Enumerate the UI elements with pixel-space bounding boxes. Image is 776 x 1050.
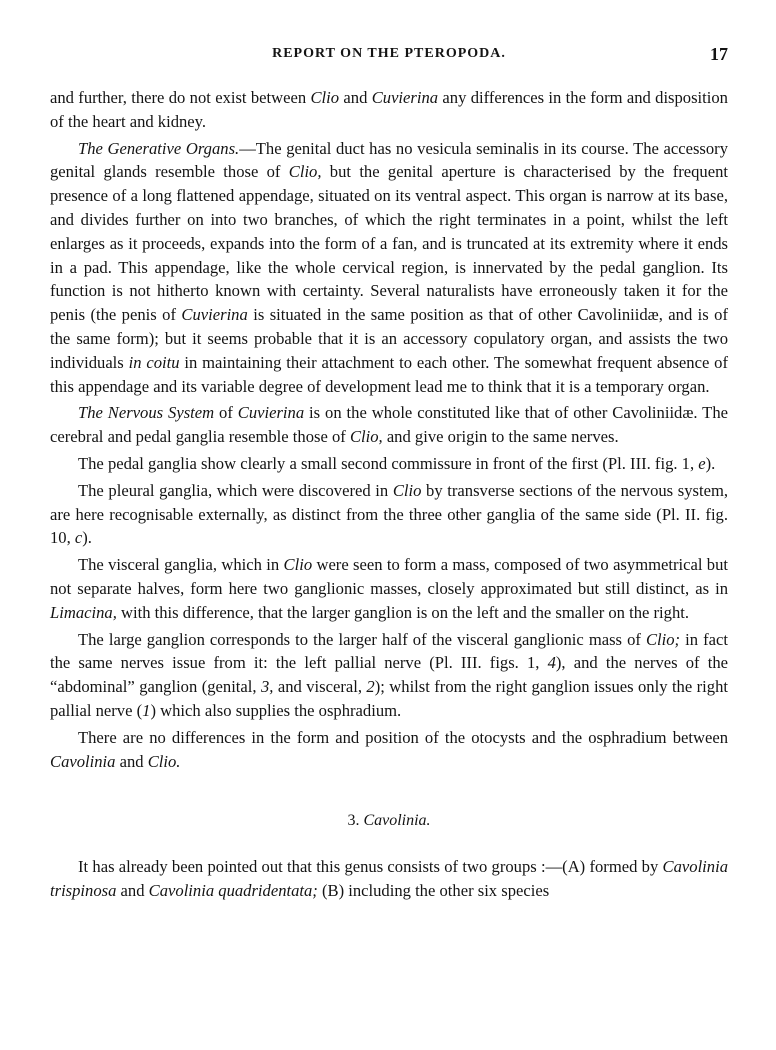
text-run: is on the whole constituted like that of other Cavoliniidæ. The cerebral and pedal ganglia resemble those of [50,403,728,447]
paragraph-generative-organs [50,137,728,399]
italic-run: 2 [366,677,375,697]
italic-run: c [74,528,83,548]
page-number: 17 [710,44,728,64]
italic-run: Cavolinia [50,751,116,771]
text-run: and [339,88,372,107]
italic-run: Limacina, [50,602,117,622]
text-run: ). [82,528,92,548]
paragraph-lead-in: The Nervous System [78,403,215,423]
italic-run: e [698,453,706,473]
text-run: and give origin to the same nerves. [382,427,619,447]
text-run: and further, there do not exist between [50,88,311,107]
text-run: ), and the nerves of the “abdominal” ganglion (genital, [50,653,728,697]
italic-run: Clio [283,555,313,575]
text-run: ); whilst from the right ganglion issues only the right pallial nerve ( [50,677,728,720]
section-title: Cavolinia. [363,812,431,830]
italic-run: Clio; [645,629,681,649]
text-run: and visceral, [273,677,367,697]
italic-run: Cuvierina [237,403,305,423]
italic-run: 3, [260,677,274,697]
text-run: of [214,403,238,423]
page-header [50,46,728,70]
paragraph-visceral-ganglia [50,553,728,624]
text-run: is situated in the same position as that of other Cavoliniidæ, and is of the same form); but it seems probable that it is an accessory copulatory organ, and assists the two individuals [50,305,728,372]
italic-run: Clio, [349,427,383,447]
text-run: but the genital aperture is characterised by the frequent presence of a long flattened appendage, situated on its ventral aspect. This organ is narrow at its base, and divides further on into two branches, of which the right terminates in a point, whilst the left enlarges as it proceeds, expands into the form of a fan, and is truncated at its extremity where it ends in a pad. This appendage, like the whole cervical region, is innervated by the pedal ganglion. Its function is not hitherto known with certainty. Several naturalists have erroneously taken it for the penis (the penis of [50,162,728,325]
text-run: were seen to form a mass, composed of two asymmetrical but not separate halves, form here two ganglionic masses, closely approximated but still distinct, as in [50,555,728,598]
paragraph-pedal-ganglia [50,452,728,476]
text-run: any differences in the form and disposition of the heart and kidney. [50,88,728,131]
text-run: The pedal ganglia show clearly a small second commissure in front of the first (Pl. III. fig. 1, [78,453,699,473]
paragraph-nervous-system [50,401,728,449]
text-run: in maintaining their attachment to each other. The somewhat frequent absence of this appendage and its variable degree of development lead me to think that it is a temporary organ. [50,352,728,396]
text-run: and [115,751,148,771]
paragraph-lead-in: The Generative Organs. [78,138,240,158]
italic-run: Cavolinia quadridentata; [148,880,318,900]
text-run: The visceral ganglia, which in [78,555,284,575]
text-run: and [116,880,149,900]
text-run: —The genital duct has no vesicula seminalis in its course. The accessory genital glands resemble those of [50,138,728,182]
paragraph-large-ganglion [50,628,728,723]
italic-run: Clio [310,88,340,107]
italic-run: in coitu [128,352,180,372]
italic-run: 4 [547,653,556,673]
italic-run: Cavolinia trispinosa [50,857,728,900]
text-run: ). [705,453,716,473]
text-run: It has already been pointed out that this genus consists of two groups :—(A) formed by [78,857,663,877]
italic-run: Cuvierina [181,305,248,325]
paragraph-cavolinia-groups [50,855,728,903]
section-number: 3. [347,812,360,830]
paragraph-heart-kidney [50,86,728,134]
text-run: ) which also supplies the osphradium. [150,700,402,720]
italic-run: Cuvierina [371,88,439,107]
italic-run: Clio, [288,162,322,182]
italic-run: 1 [142,700,151,720]
italic-run: Clio [392,480,422,500]
section-heading [50,809,728,833]
article-body [50,86,728,903]
paragraph-pleural-ganglia [50,479,728,550]
text-run: The pleural ganglia, which were discovered in [78,480,393,500]
text-run: There are no differences in the form and position of the otocysts and the osphradium between [78,727,728,747]
text-run: in fact the same nerves issue from it: the left pallial nerve (Pl. III. figs. 1, [50,629,729,673]
italic-run: Clio. [147,751,181,771]
text-run: The large ganglion corresponds to the larger half of the visceral ganglionic mass of [78,629,646,649]
paragraph-otocysts [50,726,728,774]
running-head: REPORT ON THE PTEROPODA. [272,46,506,61]
text-run: (B) including the other six species [317,880,550,900]
text-run: with this difference, that the larger ganglion is on the left and the smaller on the right. [116,602,690,622]
text-run: by transverse sections of the nervous system, are here recognisable externally, as distinct from the three other ganglia of the same side (Pl. II. fig. 10, [50,480,728,548]
